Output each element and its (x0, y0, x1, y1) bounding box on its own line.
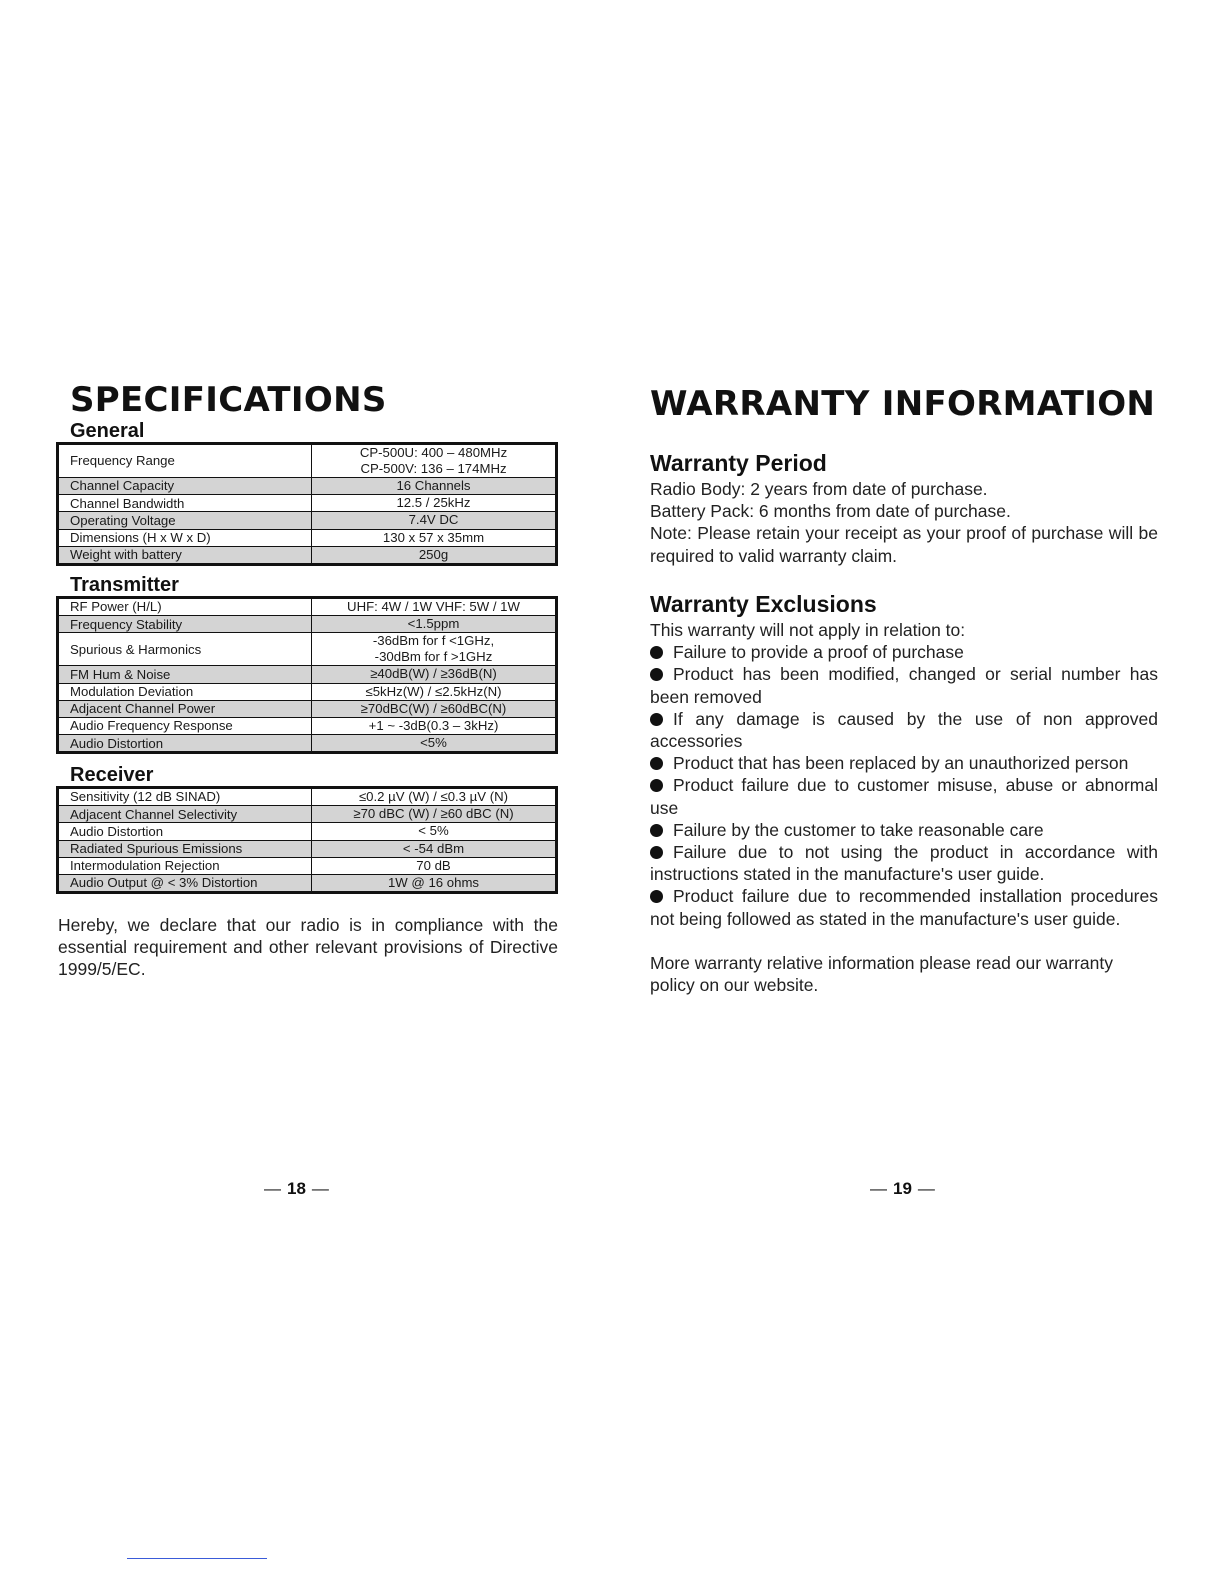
spec-value (312, 700, 557, 717)
warranty-exclusions-heading: Warranty Exclusions (650, 591, 877, 617)
bullet-icon (650, 846, 663, 859)
page-number-19 (864, 1179, 941, 1199)
bullet-icon (650, 757, 663, 770)
warranty-exclusions-text (650, 619, 1158, 930)
spec-label: FM Hum & Noise (58, 666, 312, 683)
spec-row (58, 806, 557, 823)
exclusions-list (650, 641, 1158, 930)
section-heading-receiver: Receiver (70, 764, 154, 786)
spec-label: Modulation Deviation (58, 683, 312, 700)
spec-value-line: 16 Channels (396, 478, 471, 494)
spec-row (58, 546, 557, 564)
dash-left: — (264, 1179, 281, 1198)
spec-label: Audio Output @ < 3% Distortion (58, 874, 312, 892)
spec-label: Adjacent Channel Power (58, 700, 312, 717)
exclusion-text: If any damage is caused by the use of non approved accessories (650, 708, 1158, 752)
spec-label: Channel Capacity (58, 478, 312, 495)
spec-value-line: < 5% (418, 823, 449, 839)
dash-right: — (311, 1179, 329, 1198)
spec-label: Audio Distortion (58, 823, 312, 840)
exclusion-text: Product failure due to recommended installation procedures not being followed as stated in the manufacture's user guide. (650, 886, 1158, 929)
spec-row (58, 683, 557, 700)
spec-row (58, 840, 557, 857)
spec-value (312, 683, 557, 700)
compliance-declaration: Hereby, we declare that our radio is in compliance with the essential requirement and other relevant provisions of Directive 1999/5/EC. (58, 915, 558, 980)
spec-value (312, 717, 557, 734)
spec-row (58, 857, 557, 874)
spec-value-line: 250g (418, 546, 449, 562)
spec-label: Frequency Range (58, 444, 312, 478)
general-spec-table (56, 442, 558, 566)
more-info-text: More warranty relative information please read our warranty policy on our website. (650, 953, 1113, 996)
spec-value (312, 874, 557, 892)
exclusion-item (650, 663, 1158, 707)
spec-label: Audio Distortion (58, 735, 312, 753)
exclusion-item (650, 841, 1158, 885)
bullet-icon (650, 779, 663, 792)
exclusion-item (650, 819, 1158, 841)
spec-value-line: < -54 dBm (402, 840, 465, 856)
spec-label: Frequency Stability (58, 616, 312, 633)
spec-row (58, 616, 557, 633)
spec-row (58, 444, 557, 478)
spec-value-line: CP-500U: 400 – 480MHz (359, 445, 508, 460)
spec-value (312, 806, 557, 823)
spec-value-line: -36dBm for f <1GHz, (372, 633, 495, 649)
bullet-icon (650, 824, 663, 837)
spec-value (312, 444, 557, 478)
exclusion-text: Failure by the customer to take reasonable care (673, 819, 1044, 840)
spec-value (312, 512, 557, 529)
spec-value-line: 70 dB (416, 857, 451, 873)
spec-row (58, 529, 557, 546)
warranty-information-title: WARRANTY INFORMATION (650, 384, 1156, 424)
page-number-text: 19 (893, 1179, 912, 1198)
spec-value (312, 616, 557, 633)
spec-label: Audio Frequency Response (58, 717, 312, 734)
spec-row (58, 495, 557, 512)
receiver-spec-table (56, 786, 558, 894)
spec-label: Operating Voltage (58, 512, 312, 529)
spec-label: Intermodulation Rejection (58, 857, 312, 874)
spec-value (312, 857, 557, 874)
spec-label: Spurious & Harmonics (58, 633, 312, 666)
section-heading-general: General (70, 420, 145, 442)
spec-row (58, 788, 557, 806)
spec-value-line: 1W @ 16 ohms (387, 875, 480, 891)
spec-value (312, 598, 557, 616)
spec-value-line: 130 x 57 x 35mm (382, 529, 485, 545)
spec-value-line: +1 ~ -3dB(0.3 – 3kHz) (368, 718, 499, 734)
spec-row (58, 598, 557, 616)
bullet-icon (650, 713, 663, 726)
exclusion-text: Product that has been replaced by an unauthorized person (673, 753, 1129, 774)
page-number-18 (258, 1179, 335, 1199)
battery-pack-line: Battery Pack: 6 months from date of purchase. (650, 501, 1011, 522)
spec-row (58, 874, 557, 892)
bullet-icon (650, 668, 663, 681)
spec-value (312, 546, 557, 564)
spec-row (58, 633, 557, 666)
spec-value-line: <1.5ppm (407, 616, 460, 632)
exclusion-text: Product has been modified, changed or serial number has been removed (650, 664, 1158, 707)
exclusions-intro: This warranty will not apply in relation to: (650, 620, 966, 640)
spec-label: RF Power (H/L) (58, 598, 312, 616)
dash-right: — (917, 1179, 935, 1198)
spec-label: Radiated Spurious Emissions (58, 840, 312, 857)
spec-label: Channel Bandwidth (58, 495, 312, 512)
spec-value-line: ≥40dB(W) / ≥36dB(N) (370, 666, 497, 682)
spec-value-line: 7.4V DC (408, 512, 459, 528)
footer-link-underline (127, 1558, 267, 1559)
spec-value (312, 495, 557, 512)
spec-value (312, 666, 557, 683)
spec-value (312, 788, 557, 806)
spec-row (58, 478, 557, 495)
exclusion-item (650, 774, 1158, 818)
specifications-title: SPECIFICATIONS (70, 380, 387, 420)
spec-value-line: ≤0.2 µV (W) / ≤0.3 µV (N) (358, 789, 509, 805)
exclusion-text: Failure due to not using the product in accordance with instructions stated in the manufacture's user guide. (650, 842, 1158, 885)
page-number-text: 18 (287, 1179, 306, 1198)
spec-row (58, 512, 557, 529)
transmitter-spec-table (56, 596, 558, 754)
spec-value-line: ≥70 dBC (W) / ≥60 dBC (N) (353, 806, 514, 822)
spec-value-line: 12.5 / 25kHz (396, 495, 471, 511)
spec-row (58, 823, 557, 840)
spec-row (58, 735, 557, 753)
section-heading-transmitter: Transmitter (70, 574, 179, 596)
exclusion-text: Failure to provide a proof of purchase (673, 642, 964, 663)
spec-value (312, 633, 557, 666)
spec-value-line: UHF: 4W / 1W VHF: 5W / 1W (347, 599, 520, 615)
dash-left: — (870, 1179, 887, 1198)
exclusion-item (650, 641, 1158, 663)
spec-value-line: ≤5kHz(W) / ≤2.5kHz(N) (365, 683, 502, 699)
spec-value-line: <5% (420, 735, 447, 751)
spec-value (312, 840, 557, 857)
spec-value-line: -30dBm for f >1GHz (374, 649, 493, 665)
exclusion-item (650, 708, 1158, 752)
spec-value (312, 735, 557, 753)
receipt-note: Note: Please retain your receipt as your proof of purchase will be required to valid warranty claim. (650, 523, 1158, 566)
spec-row (58, 717, 557, 734)
spec-label: Dimensions (H x W x D) (58, 529, 312, 546)
spec-label: Weight with battery (58, 546, 312, 564)
spec-label: Sensitivity (12 dB SINAD) (58, 788, 312, 806)
warranty-period-text (650, 478, 1158, 567)
exclusion-text: Product failure due to customer misuse, abuse or abnormal use (650, 775, 1158, 818)
spec-value (312, 478, 557, 495)
spec-label: Adjacent Channel Selectivity (58, 806, 312, 823)
spec-row (58, 700, 557, 717)
radio-body-line: Radio Body: 2 years from date of purchase. (650, 479, 988, 499)
spec-row (58, 666, 557, 683)
spec-value-line: CP-500V: 136 – 174MHz (360, 461, 507, 476)
warranty-period-heading: Warranty Period (650, 450, 827, 476)
exclusion-item (650, 752, 1158, 774)
spec-value (312, 823, 557, 840)
bullet-icon (650, 646, 663, 659)
spec-value-line: ≥70dBC(W) / ≥60dBC(N) (360, 700, 507, 716)
exclusion-item (650, 885, 1158, 929)
spec-value (312, 529, 557, 546)
bullet-icon (650, 890, 663, 903)
